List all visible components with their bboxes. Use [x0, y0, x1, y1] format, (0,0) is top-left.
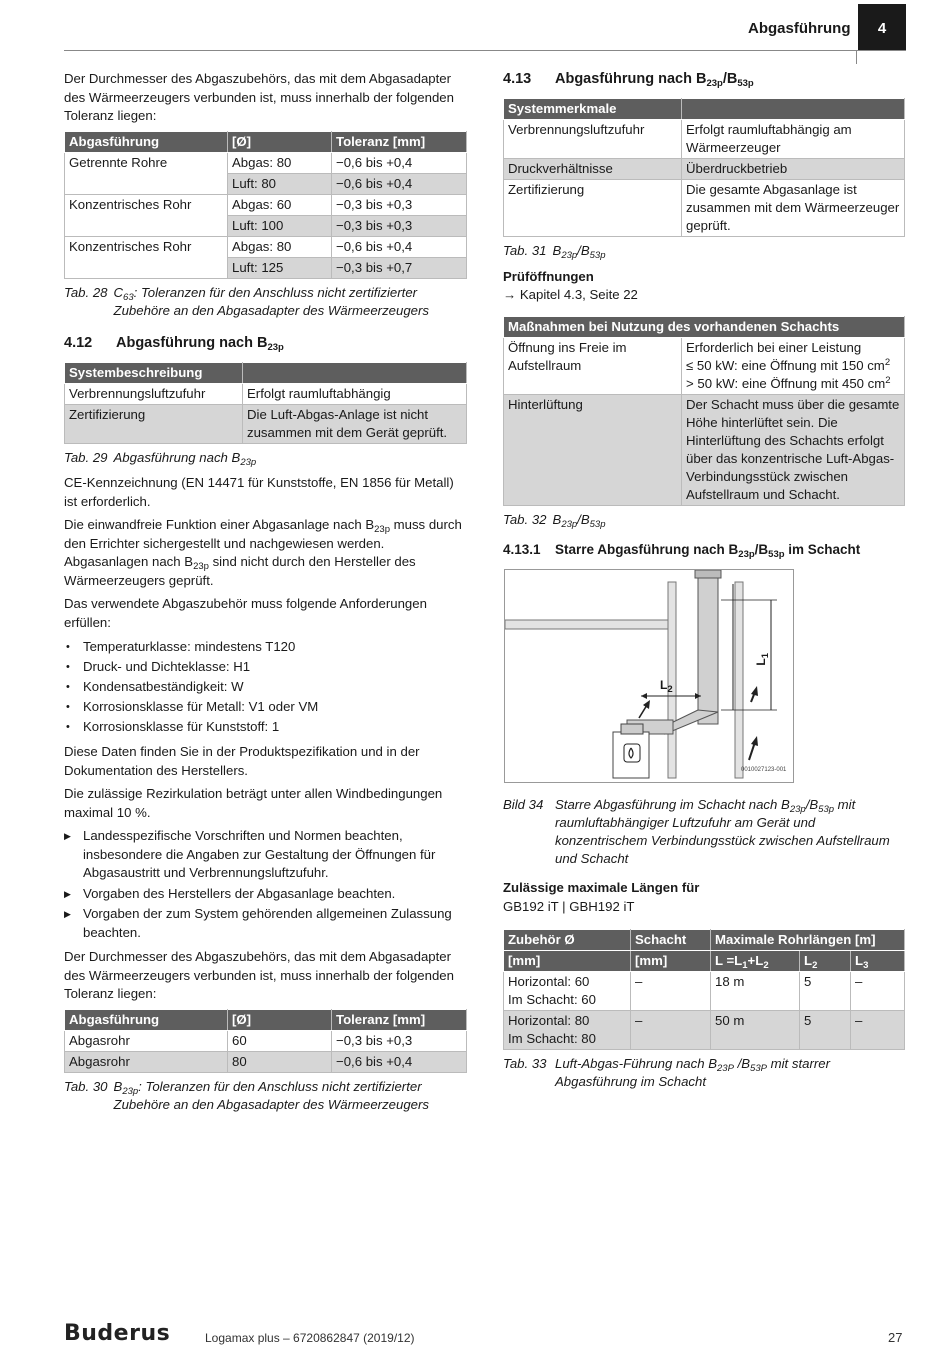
col-header: $L_2$ — [800, 951, 851, 972]
table-31-caption — [503, 242, 905, 260]
table-cell: Konzentrisches Rohr — [65, 194, 228, 236]
table-31 — [503, 98, 905, 237]
table-row — [65, 152, 467, 173]
arrow-right-icon: → — [503, 287, 517, 302]
table-32-caption — [503, 511, 905, 529]
table-header-row — [65, 131, 467, 152]
table-row — [504, 158, 905, 179]
table-28-caption — [64, 284, 467, 320]
table-cell: −0,6 bis +0,4 — [332, 1051, 467, 1072]
table-28 — [64, 131, 467, 279]
caption-text: Abgasführung nach $B_{23p}$ — [113, 450, 257, 468]
table-cell: −0,3 bis +0,3 — [332, 215, 467, 236]
figure-34-caption — [503, 796, 905, 868]
table-cell: 5 — [800, 1011, 851, 1050]
col-header: Toleranz [mm] — [332, 1009, 467, 1030]
table-cell: Abgasrohr — [65, 1030, 228, 1051]
col-header: $L =L_1+L_2$ — [711, 951, 800, 972]
inspection-openings-heading: Prüföffnungen — [503, 268, 594, 284]
caption-label: Tab. 31 — [503, 242, 547, 258]
ce-marking-text: CE-Kennzeichnung (EN 14471 für Kunststoffe, EN 1856 für Metall) ist erforderlich. — [64, 475, 454, 509]
col-header: Abgasführung — [65, 1009, 228, 1030]
table-cell: Konzentrisches Rohr — [65, 236, 228, 278]
table-29-caption — [64, 449, 467, 467]
table-cell: Luft: 80 — [228, 173, 332, 194]
table-cell: −0,6 bis +0,4 — [332, 173, 467, 194]
table-header-row — [504, 951, 905, 972]
table-cell: Erforderlich bei einer Leistung ≤ 50 kW: eine Öffnung mit 150 $cm^2$ > 50 kW: eine Öffnung mit 450 $cm^2$ — [682, 337, 905, 394]
col-header: $L_3$ — [851, 951, 905, 972]
table-cell: 60 — [228, 1030, 332, 1051]
caption-label: Tab. 30 — [64, 1078, 108, 1094]
dimension-label-l2: $L_2$ — [660, 678, 673, 695]
table-row — [504, 337, 905, 394]
table-cell: −0,6 bis +0,4 — [332, 152, 467, 173]
header-rule — [64, 50, 906, 51]
table-row — [65, 384, 467, 405]
table-cell: −0,3 bis +0,7 — [332, 257, 467, 278]
table-cell: Luft: 125 — [228, 257, 332, 278]
table-cell: −0,3 bis +0,3 — [332, 1030, 467, 1051]
table-cell: Zertifizierung — [504, 179, 682, 236]
table-cell: – — [631, 1011, 711, 1050]
table-cell: – — [851, 972, 905, 1011]
caption-text: $C_{63}$: Toleranzen für den Anschluss nicht zertifizierter Zubehöre an den Abgasadapter des Wärmeerzeugers — [113, 284, 429, 318]
caption-label: Bild 34 — [503, 797, 544, 812]
table-cell: −0,3 bis +0,3 — [332, 194, 467, 215]
table-header-row — [504, 930, 905, 951]
table-cell: Überdruckbetrieb — [682, 158, 905, 179]
table-cell: Abgas: 60 — [228, 194, 332, 215]
function-text: Die einwandfreie Funktion einer Abgasanlage nach $B_{23p}$ muss durch den Errichter sichergestellt und nachgewiesen werden. Abgasanlagen nach $B_{23p}$ sind nicht durch den Hersteller des Wärmeerzeugers geprüft. — [64, 517, 462, 588]
tolerance-intro-2: Der Durchmesser des Abgaszubehörs, das mit dem Abgasadapter des Wärmeerzeugers verbunden ist, muss innerhalb der folgenden Toleranz liegen: — [64, 949, 454, 1001]
table-row — [504, 972, 905, 1011]
col-header: Toleranz [mm] — [332, 131, 467, 152]
max-length-heading: Zulässige maximale Längen für — [503, 880, 700, 895]
recirculation-text: Die zulässige Rezirkulation beträgt unter allen Windbedingungen maximal 10 %. — [64, 786, 443, 820]
model-names: GB192 iT | GBH192 iT — [503, 898, 635, 914]
caption-label: Tab. 33 — [503, 1056, 547, 1071]
col-header: Systemmerkmale — [504, 98, 682, 119]
table-cell: Erfolgt raumluftabhängig am Wärmeerzeuger — [682, 119, 905, 158]
col-header: [Ø] — [228, 131, 332, 152]
table-row — [504, 394, 905, 505]
table-32 — [503, 316, 905, 506]
list-item: • Korrosionsklasse für Kunststoff: 1 — [64, 717, 467, 737]
action-item: ▶ Vorgaben der zum System gehörenden allgemeinen Zulassung beachten. — [64, 905, 467, 942]
table-cell: Öffnung ins Freie im Aufstellraum — [504, 337, 682, 394]
table-cell: Horizontal: 80 Im Schacht: 80 — [504, 1011, 631, 1050]
table-cell: Getrennte Rohre — [65, 152, 228, 194]
table-cell: Verbrennungsluftzufuhr — [65, 384, 243, 405]
shaft-diagram — [505, 570, 793, 782]
table-row — [504, 179, 905, 236]
running-header-title: Abgasführung — [748, 20, 851, 37]
table-row — [65, 236, 467, 257]
table-row — [504, 119, 905, 158]
col-header: Abgasführung — [65, 131, 228, 152]
table-row — [65, 1030, 467, 1051]
chapter-number-badge: 4 — [858, 4, 906, 51]
figure-34 — [504, 569, 794, 783]
caption-text: $B_{23p}/B_{53p}$ — [552, 511, 606, 530]
list-item: • Temperaturklasse: mindestens T120 — [64, 637, 467, 657]
action-list — [64, 827, 467, 942]
col-header: Systembeschreibung — [65, 363, 243, 384]
table-cell: Die Luft-Abgas-Anlage ist nicht zusammen mit dem Gerät geprüft. — [243, 405, 467, 444]
table-cell: Zertifizierung — [65, 405, 243, 444]
chapter-reference-link[interactable]: Kapitel 4.3, Seite 22 — [519, 287, 638, 302]
list-item: • Korrosionsklasse für Metall: V1 oder VM — [64, 697, 467, 717]
table-row — [65, 405, 467, 444]
table-33 — [503, 929, 905, 1050]
section-heading-4-13-1: 4.13.1 Starre Abgasführung nach $B_{23p}/B_{53p}$ im Schacht — [503, 541, 861, 560]
table-header-row — [504, 316, 905, 337]
table-cell: Druckverhältnisse — [504, 158, 682, 179]
header-rule-tick — [856, 50, 857, 64]
list-item: • Druck- und Dichteklasse: H1 — [64, 657, 467, 677]
col-header: [mm] — [504, 951, 631, 972]
table-30 — [64, 1009, 467, 1073]
table-cell: Horizontal: 60 Im Schacht: 60 — [504, 972, 631, 1011]
requirements-list — [64, 637, 467, 737]
right-column — [503, 70, 905, 1091]
data-source-text: Diese Daten finden Sie in der Produktspezifikation und in der Dokumentation des Herstellers. — [64, 744, 420, 778]
caption-text: $B_{23p}$: Toleranzen für den Anschluss nicht zertifizierter Zubehöre an den Abgasadapter des Wärmeerzeugers — [113, 1078, 429, 1112]
table-cell: 5 — [800, 972, 851, 1011]
inspection-openings-ref[interactable] — [503, 286, 905, 305]
table-30-caption — [64, 1078, 467, 1114]
table-cell: Die gesamte Abgasanlage ist zusammen mit dem Wärmeerzeuger geprüft. — [682, 179, 905, 236]
col-header: Zubehör Ø — [504, 930, 631, 951]
table-header-row — [65, 363, 467, 384]
table-cell: 18 m — [711, 972, 800, 1011]
caption-label: Tab. 32 — [503, 511, 547, 527]
tolerance-intro-1: Der Durchmesser des Abgaszubehörs, das mit dem Abgasadapter des Wärmeerzeugers verbunden ist, muss innerhalb der folgenden Toleranz liegen: — [64, 71, 454, 123]
section-heading-4-13: 4.13 Abgasführung nach $B_{23p}/B_{53p}$ — [503, 71, 754, 89]
table-cell: – — [851, 1011, 905, 1050]
table-cell: – — [631, 972, 711, 1011]
col-header: Maßnahmen bei Nutzung des vorhandenen Schachts — [504, 316, 905, 337]
table-cell: −0,6 bis +0,4 — [332, 236, 467, 257]
table-cell: Verbrennungsluftzufuhr — [504, 119, 682, 158]
table-header-row — [65, 1009, 467, 1030]
section-heading-4-12: 4.12 Abgasführung nach $B_{23p}$ — [64, 334, 284, 353]
table-cell: Luft: 100 — [228, 215, 332, 236]
table-cell: Der Schacht muss über die gesamte Höhe hinterlüftet sein. Die Hinterlüftung des Schachts erfolgt über das konzentrische Luft-Abgas-Verbindungsstück zwischen Aufstellraum und Schacht. — [682, 394, 905, 505]
page-number: 27 — [888, 1330, 903, 1345]
caption-text: $B_{23p}/B_{53p}$ — [552, 242, 606, 261]
col-header-empty — [682, 98, 905, 119]
caption-text: Starre Abgasführung im Schacht nach $B_{23p}/B_{53p}$ mit raumluftabhängiger Luftzufuhr am Gerät und konzentrischem Verbindungsstück zwischen Aufstellraum und Schacht — [555, 797, 890, 866]
col-header: [mm] — [631, 951, 711, 972]
table-row — [65, 1051, 467, 1072]
col-header: Maximale Rohrlängen [m] — [711, 930, 905, 951]
table-cell: 50 m — [711, 1011, 800, 1050]
caption-label: Tab. 28 — [64, 284, 108, 300]
table-29 — [64, 362, 467, 444]
col-header: Schacht — [631, 930, 711, 951]
table-cell: Abgas: 80 — [228, 236, 332, 257]
footer-document-id: Logamax plus – 6720862847 (2019/12) — [205, 1331, 415, 1345]
table-row — [504, 1011, 905, 1050]
table-cell: Abgasrohr — [65, 1051, 228, 1072]
caption-text: Luft-Abgas-Führung nach $B_{23P}$ $/B_{53P}$ mit starrer Abgasführung im Schacht — [555, 1056, 830, 1089]
list-item: • Kondensatbeständigkeit: W — [64, 677, 467, 697]
dimension-label-l1: $L_1$ — [754, 652, 772, 666]
table-cell: Hinterlüftung — [504, 394, 682, 505]
buderus-logo: Buderus — [64, 1321, 171, 1346]
caption-label: Tab. 29 — [64, 450, 108, 465]
action-item: ▶ Landesspezifische Vorschriften und Normen beachten, insbesondere die Angaben zur Gestaltung der Öffnungen für Abgasaustritt und Verbrennungsluftzufuhr. — [64, 827, 467, 883]
table-cell: Erfolgt raumluftabhängig — [243, 384, 467, 405]
table-row — [65, 194, 467, 215]
col-header: [Ø] — [228, 1009, 332, 1030]
figure-code: 0010027123-001 — [741, 767, 787, 773]
requirements-intro: Das verwendete Abgaszubehör muss folgende Anforderungen erfüllen: — [64, 596, 427, 630]
table-cell: 80 — [228, 1051, 332, 1072]
left-column — [64, 70, 467, 1114]
table-header-row — [504, 98, 905, 119]
table-cell: Abgas: 80 — [228, 152, 332, 173]
col-header-empty — [243, 363, 467, 384]
table-33-caption — [503, 1055, 905, 1091]
action-item: ▶ Vorgaben des Herstellers der Abgasanlage beachten. — [64, 885, 467, 904]
